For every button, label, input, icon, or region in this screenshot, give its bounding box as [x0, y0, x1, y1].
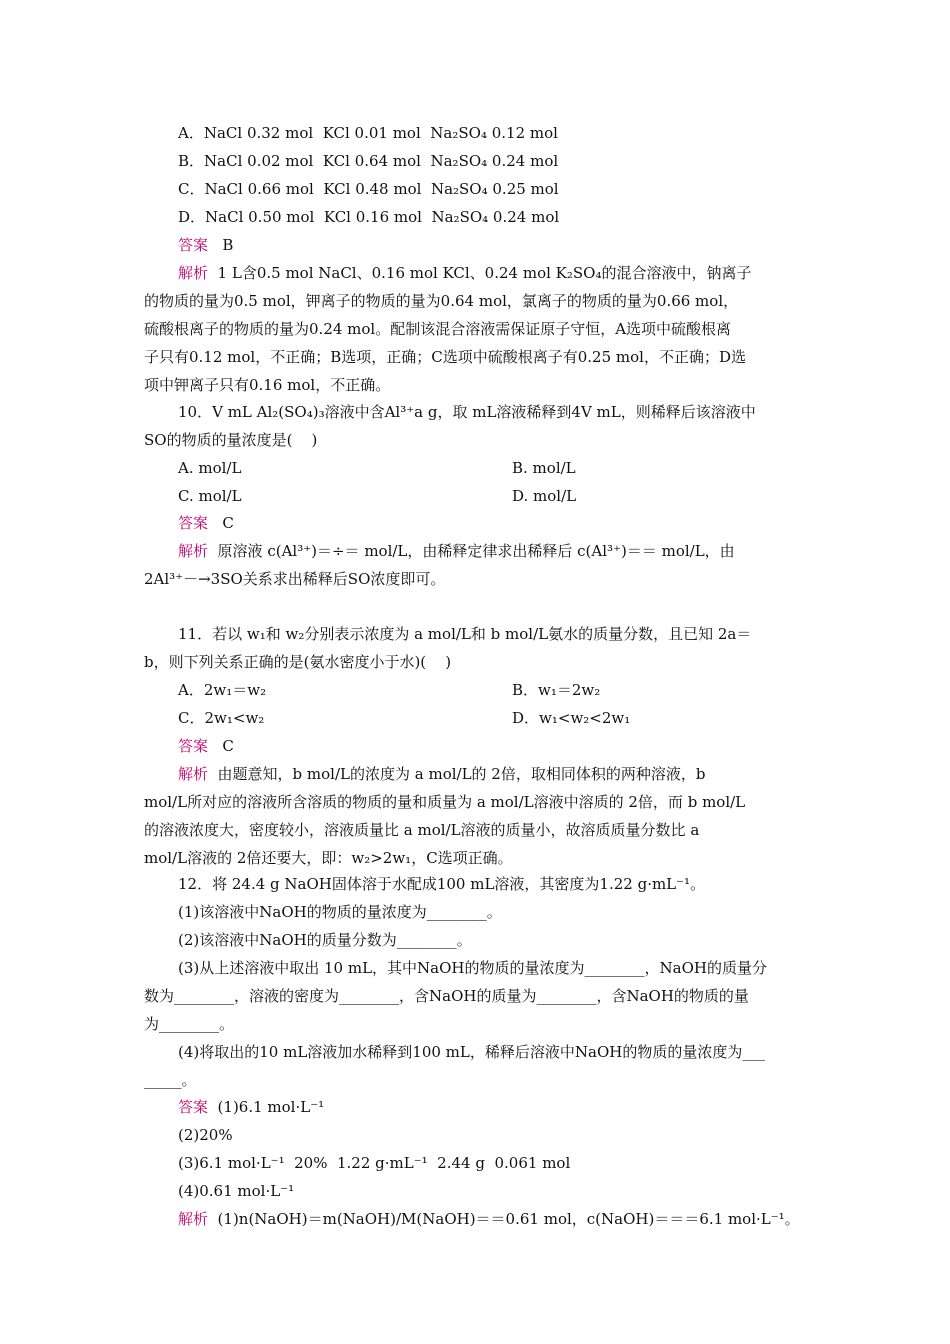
- q12-part-2: (2)该溶液中NaOH的质量分数为________。: [178, 931, 472, 949]
- q12-answer: [178, 1097, 324, 1117]
- q9-option-a: A．NaCl 0.32 mol KCl 0.01 mol Na₂SO₄ 0.12 mol: [178, 124, 558, 142]
- answer-label: 答案: [178, 1098, 209, 1116]
- q12-answer-line: (3)6.1 mol·L⁻¹ 20% 1.22 g·mL⁻¹ 2.44 g 0.061 mol: [178, 1154, 571, 1172]
- answer-value: C: [222, 737, 234, 755]
- q11-option-b: B．w₁＝2w₂: [512, 681, 601, 699]
- q11-analysis-line: mol/L溶液的 2倍还要大，即：w₂>2w₁，C选项正确。: [144, 849, 513, 867]
- analysis-text: (1)n(NaOH)＝m(NaOH)/M(NaOH)＝＝0.61 mol，c(NaOH)＝＝＝6.1 mol·L⁻¹。: [208, 1210, 800, 1228]
- q9-analysis-line: 项中钾离子只有0.16 mol，不正确。: [144, 376, 391, 394]
- analysis-text: 由题意知，b mol/L的浓度为 a mol/L的 2倍，取相同体积的两种溶液，b: [208, 765, 706, 783]
- q9-analysis-line: 子只有0.12 mol，不正确；B选项，正确；C选项中硫酸根离子有0.25 mol，不正确；D选: [144, 348, 746, 366]
- q9-option-b: B．NaCl 0.02 mol KCl 0.64 mol Na₂SO₄ 0.24 mol: [178, 152, 559, 170]
- q9-answer: [178, 235, 233, 255]
- q11-option-c: C．2w₁<w₂: [178, 709, 265, 727]
- q12-stem: 12．将 24.4 g NaOH固体溶于水配成100 mL溶液，其密度为1.22 g·mL⁻¹。: [178, 875, 706, 893]
- answer-label: 答案: [178, 514, 209, 532]
- q9-analysis-line: 硫酸根离子的物质的量为0.24 mol。配制该混合溶液需保证原子守恒，A选项中硫酸根离: [144, 320, 732, 338]
- answer-value: (1)6.1 mol·L⁻¹: [208, 1098, 325, 1116]
- q11-stem: 11．若以 w₁和 w₂分别表示浓度为 a mol/L和 b mol/L氨水的质量分数，且已知 2a＝: [178, 625, 752, 643]
- analysis-label: 解析: [178, 1210, 209, 1228]
- q11-analysis-line: [178, 764, 705, 784]
- q12-part-3: 数为________，溶液的密度为________，含NaOH的质量为________，含NaOH的物质的量: [144, 987, 749, 1005]
- q10-option-d: D. mol/L: [512, 487, 577, 505]
- q12-part-4: (4)将取出的10 mL溶液加水稀释到100 mL，稀释后溶液中NaOH的物质的量浓度为___: [178, 1043, 765, 1061]
- q10-analysis-line: [178, 541, 735, 561]
- answer-label: 答案: [178, 236, 209, 254]
- q12-part-3: (3)从上述溶液中取出 10 mL，其中NaOH的物质的量浓度为________，NaOH的质量分: [178, 959, 767, 977]
- q11-answer: [178, 736, 234, 756]
- q12-part-4: _____。: [144, 1071, 197, 1089]
- q12-answer-line: (4)0.61 mol·L⁻¹: [178, 1182, 295, 1200]
- analysis-text: 1 L含0.5 mol NaCl、0.16 mol KCl、0.24 mol K₂SO₄的混合溶液中，钠离子: [208, 264, 752, 282]
- analysis-label: 解析: [178, 765, 209, 783]
- q10-option-c: C. mol/L: [178, 487, 242, 505]
- q12-answer-line: (2)20%: [178, 1126, 233, 1144]
- analysis-label: 解析: [178, 264, 209, 282]
- q9-option-c: C．NaCl 0.66 mol KCl 0.48 mol Na₂SO₄ 0.25 mol: [178, 180, 559, 198]
- answer-value: B: [222, 236, 234, 254]
- analysis-label: 解析: [178, 542, 209, 560]
- q10-option-b: B. mol/L: [512, 459, 576, 477]
- q11-option-a: A．2w₁＝w₂: [178, 681, 267, 699]
- q11-option-d: D．w₁<w₂<2w₁: [512, 709, 631, 727]
- q11-stem: b，则下列关系正确的是(氨水密度小于水)( ): [144, 653, 452, 671]
- answer-label: 答案: [178, 737, 209, 755]
- q11-analysis-line: 的溶液浓度大，密度较小，溶液质量比 a mol/L溶液的质量小，故溶质质量分数比 a: [144, 821, 700, 839]
- q9-analysis-line: [178, 263, 751, 283]
- q10-analysis-line: 2Al³⁺－→3SO关系求出稀释后SO浓度即可。: [144, 570, 446, 588]
- q9-option-d: D．NaCl 0.50 mol KCl 0.16 mol Na₂SO₄ 0.24 mol: [178, 208, 560, 226]
- q11-analysis-line: mol/L所对应的溶液所含溶质的物质的量和质量为 a mol/L溶液中溶质的 2倍，而 b mol/L: [144, 793, 746, 811]
- q12-part-3: 为________。: [144, 1015, 235, 1033]
- q12-analysis-line: [178, 1209, 800, 1229]
- analysis-text: 原溶液 c(Al³⁺)＝÷＝ mol/L，由稀释定律求出稀释后 c(Al³⁺)＝＝ mol/L，由: [208, 542, 735, 560]
- q9-analysis-line: 的物质的量为0.5 mol，钾离子的物质的量为0.64 mol，氯离子的物质的量为0.66 mol，: [144, 292, 739, 310]
- q12-part-1: (1)该溶液中NaOH的物质的量浓度为________。: [178, 903, 502, 921]
- answer-value: C: [222, 514, 234, 532]
- q10-answer: [178, 513, 234, 533]
- q10-stem: SO的物质的量浓度是( ): [144, 431, 318, 449]
- q10-option-a: A. mol/L: [178, 459, 242, 477]
- q10-stem: 10．V mL Al₂(SO₄)₃溶液中含Al³⁺a g，取 mL溶液稀释到4V mL，则稀释后该溶液中: [178, 403, 756, 421]
